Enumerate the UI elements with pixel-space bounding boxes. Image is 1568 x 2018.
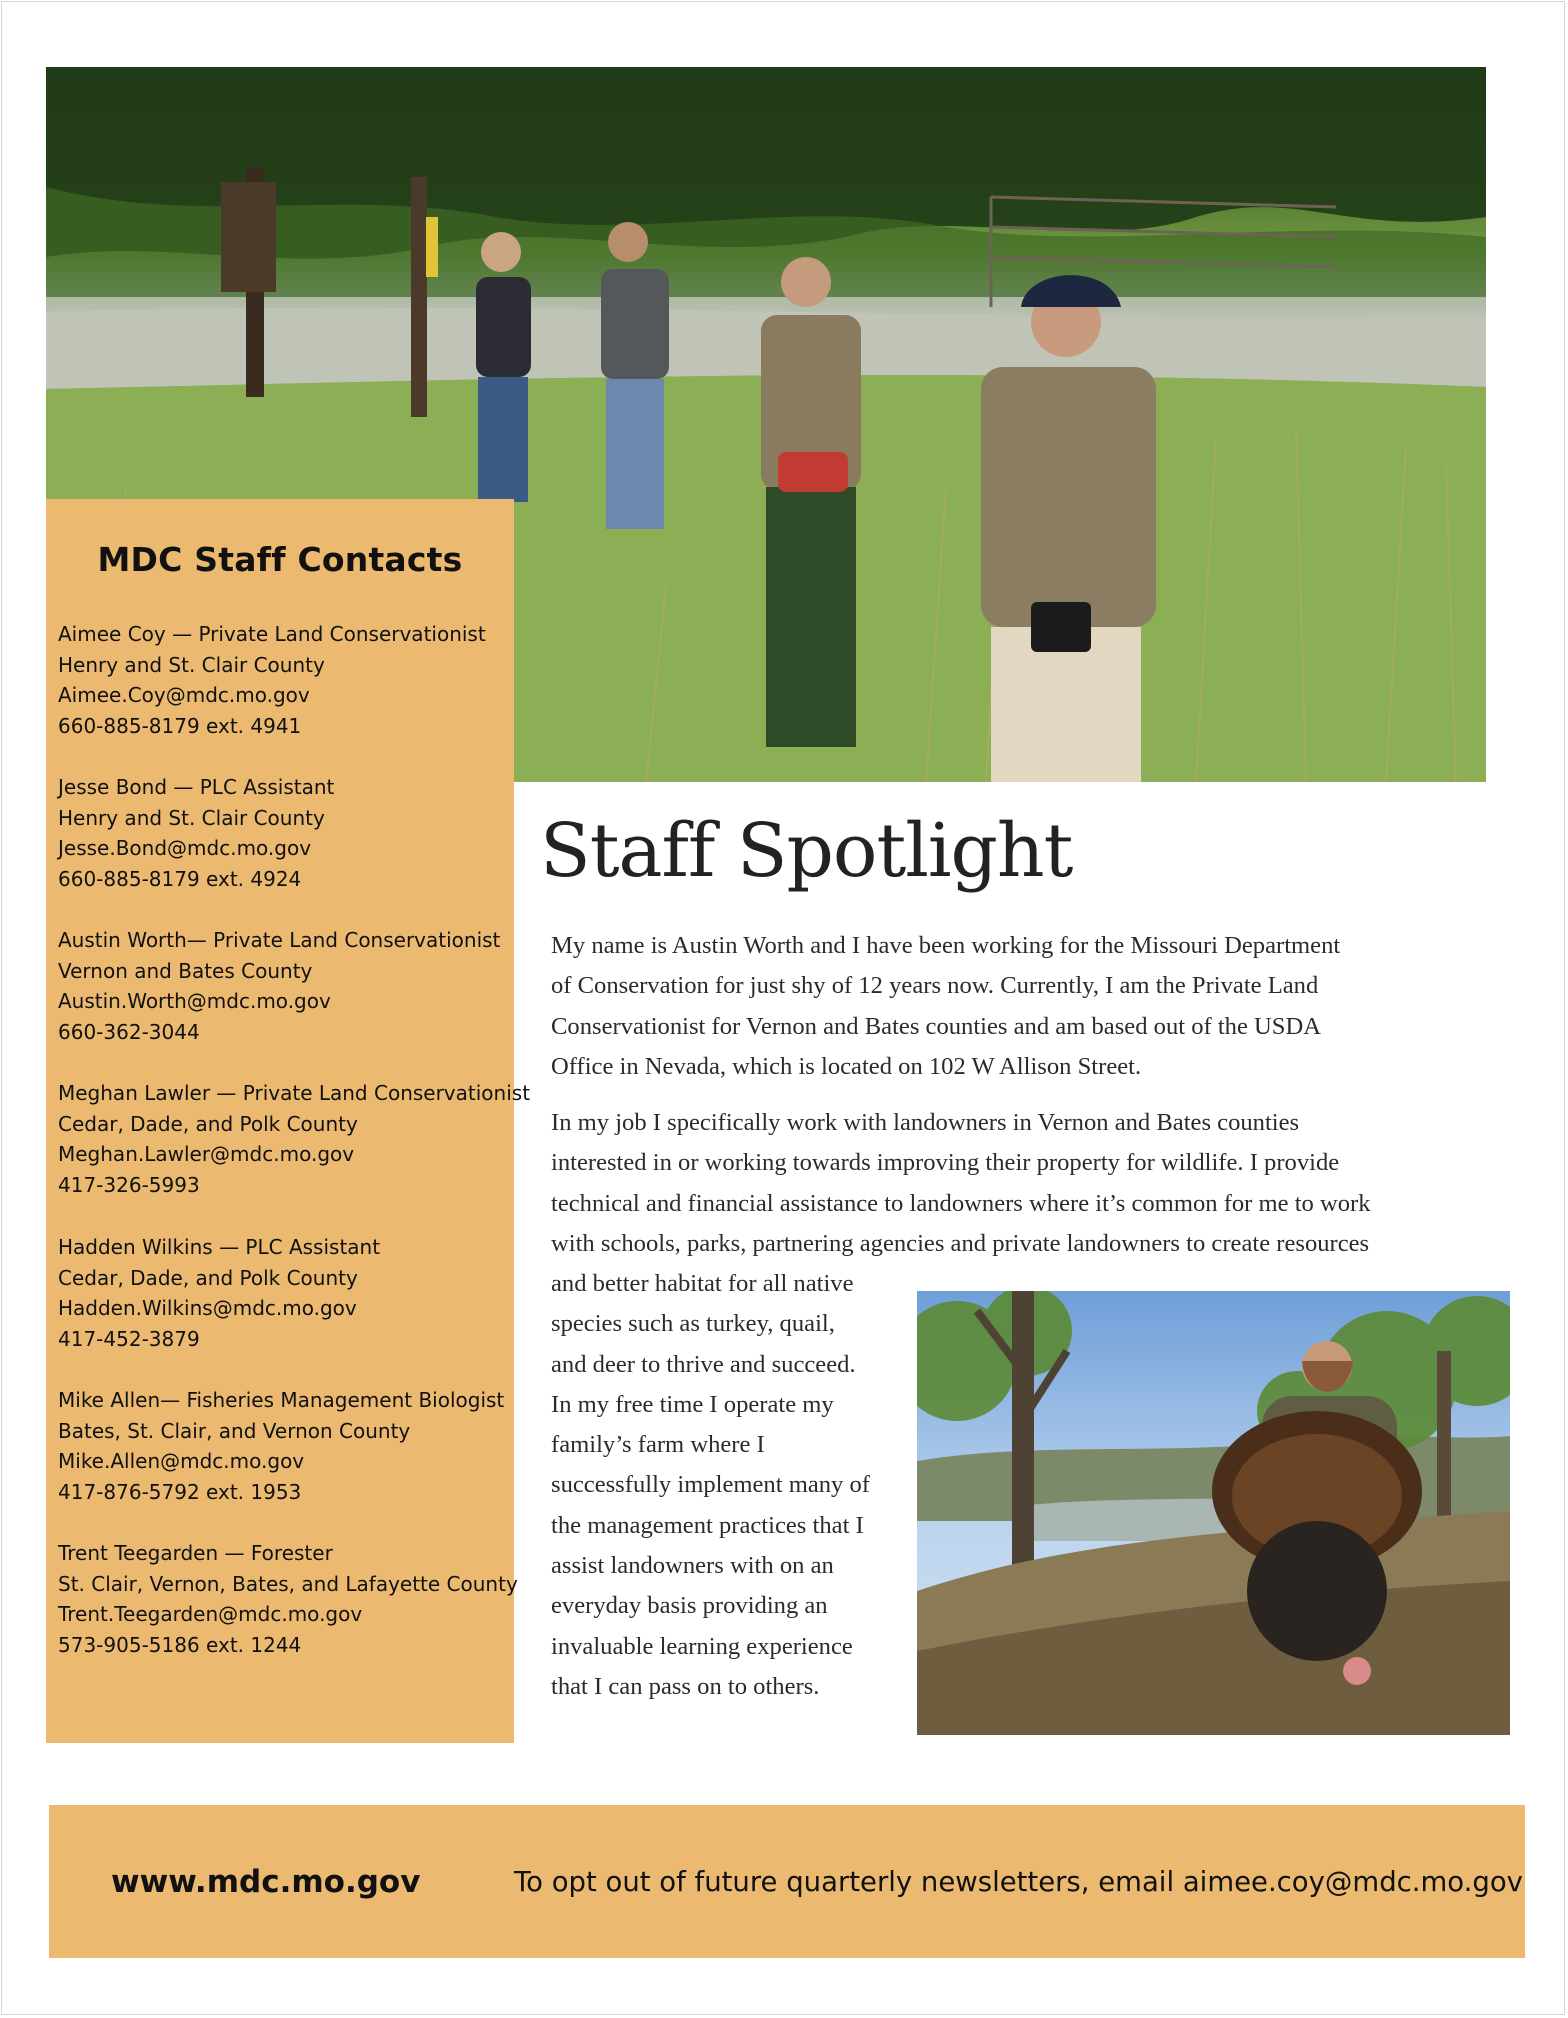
paragraph-line: everyday basis providing an: [551, 1592, 828, 1620]
paragraph-line: My name is Austin Worth and I have been working for the Missouri Department: [551, 932, 1341, 959]
paragraph-line: Conservationist for Vernon and Bates counties and am based out of the USDA: [551, 1012, 1322, 1040]
website-link[interactable]: www.mdc.mo.gov: [111, 1864, 421, 1900]
paragraph-line: invaluable learning experience: [551, 1632, 853, 1660]
contact-name-role: Aimee Coy — Private Land Conservationist: [58, 622, 486, 646]
contact-area: Cedar, Dade, and Polk County: [58, 1265, 358, 1290]
contact-name-role: Trent Teegarden — Forester: [58, 1541, 333, 1565]
contact-area: Cedar, Dade, and Polk County: [58, 1111, 358, 1136]
contact-mike-allen: [58, 1385, 518, 1508]
contact-phone: 660-885-8179 ext. 4941: [58, 714, 302, 739]
paragraph-line: assist landowners with on an: [551, 1552, 834, 1580]
paragraph-line: species such as turkey, quail,: [551, 1310, 835, 1338]
spotlight-paragraph-2-continued: [551, 1264, 870, 1707]
paragraph-line: Office in Nevada, which is located on 102 W Allison Street.: [551, 1052, 1142, 1080]
contact-area: Henry and St. Clair County: [58, 805, 325, 830]
paragraph-line: technical and financial assistance to landowners where it’s common for me to work: [551, 1189, 1371, 1217]
paragraph-line: family’s farm where I: [551, 1431, 765, 1459]
paragraph-line: of Conservation for just shy of 12 years now. Currently, I am the Private Land: [551, 972, 1319, 1000]
contact-phone: 417-452-3879: [58, 1327, 200, 1352]
staff-contacts-sidebar: [46, 499, 531, 1743]
contact-phone: 417-876-5792 ext. 1953: [58, 1480, 302, 1505]
contact-austin-worth: [58, 925, 518, 1048]
spotlight-paragraph-2: [551, 1103, 1371, 1264]
paragraph-line: and better habitat for all native: [551, 1270, 854, 1297]
paragraph-line: In my job I specifically work with landowners in Vernon and Bates counties: [551, 1109, 1300, 1136]
opt-out-note: To opt out of future quarterly newsletters, email aimee.coy@mdc.mo.gov: [514, 1866, 1523, 1898]
contact-email[interactable]: Austin.Worth@mdc.mo.gov: [58, 989, 331, 1014]
contact-area: Henry and St. Clair County: [58, 652, 325, 677]
footer-banner: [49, 1805, 1525, 1958]
spotlight-title: Staff Spotlight: [540, 808, 1073, 894]
contact-aimee-coy: [58, 619, 518, 742]
hunter-turkey-photo: [917, 1291, 1510, 1735]
paragraph-line: In my free time I operate my: [551, 1390, 834, 1418]
contact-phone: 573-905-5186 ext. 1244: [58, 1633, 302, 1658]
contact-name-role: Meghan Lawler — Private Land Conservationist: [58, 1081, 531, 1105]
paragraph-line: and deer to thrive and succeed.: [551, 1350, 856, 1378]
contact-name-role: Jesse Bond — PLC Assistant: [58, 775, 335, 799]
contact-area: St. Clair, Vernon, Bates, and Lafayette County: [58, 1571, 518, 1596]
contact-phone: 660-362-3044: [58, 1020, 200, 1045]
contact-name-role: Hadden Wilkins — PLC Assistant: [58, 1235, 381, 1259]
contact-name-role: Austin Worth— Private Land Conservationist: [58, 928, 501, 952]
paragraph-line: interested in or working towards improving their property for wildlife. I provide: [551, 1149, 1340, 1177]
contact-email[interactable]: Trent.Teegarden@mdc.mo.gov: [58, 1602, 363, 1627]
paragraph-line: that I can pass on to others.: [551, 1672, 820, 1700]
contact-meghan-lawler: [58, 1078, 531, 1201]
contact-trent-teegarden: [58, 1538, 518, 1661]
sidebar-title: MDC Staff Contacts: [97, 540, 463, 579]
contact-phone: 660-885-8179 ext. 4924: [58, 867, 302, 892]
contact-email[interactable]: Hadden.Wilkins@mdc.mo.gov: [58, 1296, 357, 1321]
contact-area: Bates, St. Clair, and Vernon County: [58, 1418, 411, 1443]
paragraph-line: successfully implement many of: [551, 1471, 870, 1499]
contact-hadden-wilkins: [58, 1232, 518, 1355]
contact-email[interactable]: Aimee.Coy@mdc.mo.gov: [58, 683, 310, 708]
contact-email[interactable]: Mike.Allen@mdc.mo.gov: [58, 1449, 305, 1474]
contact-area: Vernon and Bates County: [58, 958, 313, 983]
contact-email[interactable]: Meghan.Lawler@mdc.mo.gov: [58, 1142, 355, 1167]
paragraph-line: with schools, parks, partnering agencies and private landowners to create resources: [551, 1229, 1370, 1257]
contact-jesse-bond: [58, 772, 518, 895]
contact-name-role: Mike Allen— Fisheries Management Biologist: [58, 1388, 505, 1412]
paragraph-line: the management practices that I: [551, 1511, 864, 1539]
contact-phone: 417-326-5993: [58, 1173, 200, 1198]
contact-email[interactable]: Jesse.Bond@mdc.mo.gov: [58, 836, 312, 861]
spotlight-paragraph-1: [551, 926, 1340, 1087]
